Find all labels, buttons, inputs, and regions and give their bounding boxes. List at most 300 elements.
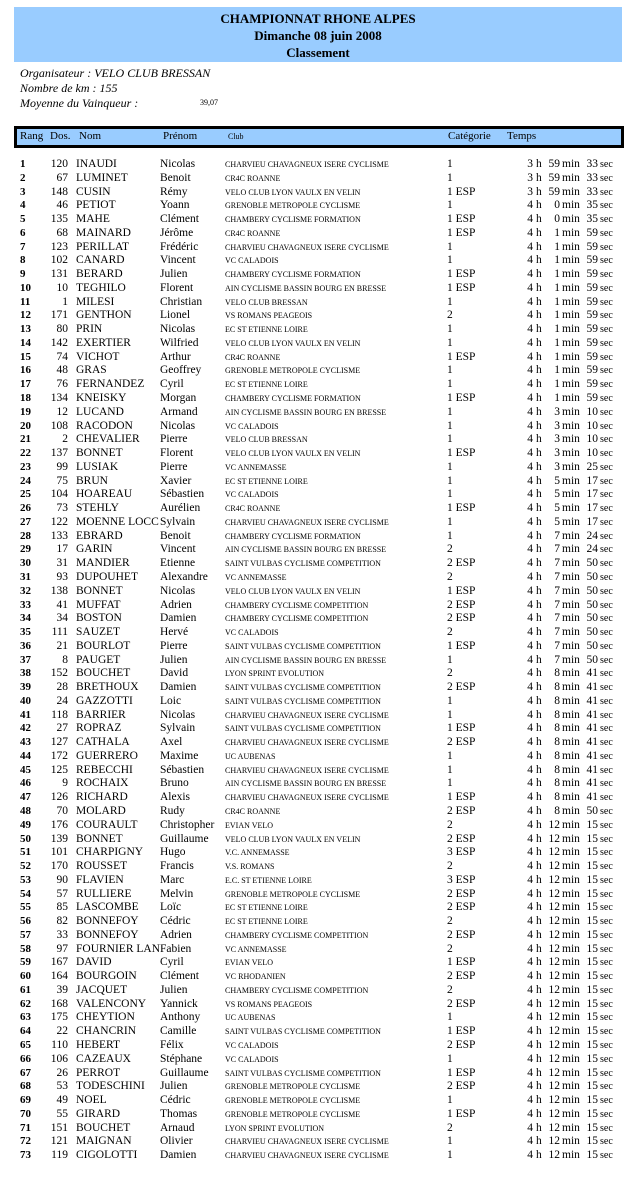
distance-info: Nombre de km : 155 (20, 81, 118, 95)
minutes-unit: min (562, 460, 580, 473)
bib-number: 118 (51, 708, 68, 721)
rank: 18 (20, 392, 31, 405)
first-name: Adrien (160, 598, 192, 611)
time-minutes: 12 (548, 970, 560, 983)
time-hours: 4 (527, 570, 533, 583)
table-row (0, 1080, 629, 1094)
table-row (0, 475, 629, 489)
time-hours: 4 (527, 364, 533, 377)
bib-number: 123 (50, 240, 68, 253)
rank: 48 (20, 804, 31, 817)
rank: 52 (20, 860, 31, 873)
club: VELO CLUB LYON VAULX EN VELIN (225, 338, 361, 348)
seconds-unit: sec (600, 448, 613, 460)
minutes-unit: min (562, 323, 580, 336)
time-hours: 4 (527, 199, 533, 212)
hours-unit: h (536, 612, 542, 625)
table-row (0, 337, 629, 351)
time-seconds: 33 (586, 158, 598, 170)
hours-unit: h (536, 378, 542, 391)
seconds-unit: sec (600, 571, 613, 583)
first-name: Sylvain (160, 722, 196, 735)
rank: 28 (20, 529, 31, 542)
table-row (0, 585, 629, 599)
table-row (0, 241, 629, 255)
bib-number: 9 (62, 777, 68, 790)
hours-unit: h (536, 213, 542, 226)
table-row (0, 186, 629, 200)
minutes-unit: min (562, 213, 580, 226)
time-seconds: 15 (586, 1149, 598, 1162)
hours-unit: h (536, 543, 542, 556)
club: SAINT VULBAS CYCLISME COMPETITION (225, 683, 381, 693)
time-seconds: 41 (586, 681, 598, 694)
last-name: GARIN (76, 543, 113, 556)
last-name: MANDIER (76, 557, 130, 570)
last-name: GENTHON (76, 309, 132, 322)
first-name: Yoann (160, 199, 190, 212)
first-name: Etienne (160, 557, 196, 570)
category: 2 ESP (447, 736, 476, 749)
rank: 29 (20, 543, 31, 556)
first-name: Frédéric (160, 240, 199, 253)
rank: 42 (20, 722, 31, 735)
bib-number: 76 (56, 378, 68, 391)
time-minutes: 12 (548, 1094, 560, 1107)
time-seconds: 15 (586, 846, 598, 859)
time-minutes: 8 (554, 804, 560, 817)
time-minutes: 12 (548, 1080, 560, 1093)
last-name: MAIGNAN (76, 1135, 132, 1148)
club: GRENOBLE METROPOLE CYCLISME (225, 1082, 361, 1092)
first-name: Anthony (160, 1011, 201, 1024)
time-seconds: 33 (586, 171, 598, 184)
first-name: Maxime (160, 749, 199, 762)
hours-unit: h (536, 529, 542, 542)
category: 2 ESP (447, 1039, 476, 1051)
hours-unit: h (536, 653, 542, 666)
hours-unit: h (536, 570, 542, 583)
first-name: Damien (160, 681, 197, 694)
table-row (0, 420, 629, 434)
time-seconds: 50 (586, 626, 598, 639)
table-row (0, 626, 629, 640)
time-seconds: 50 (586, 557, 598, 570)
time-seconds: 59 (586, 323, 598, 336)
club: CHAMBERY CYCLISME FORMATION (225, 394, 361, 404)
time-minutes: 8 (554, 667, 560, 680)
time-seconds: 50 (586, 584, 598, 597)
rank: 39 (20, 681, 31, 694)
rank: 63 (20, 1011, 31, 1024)
category: 1 ESP (447, 281, 476, 294)
table-row (0, 571, 629, 585)
minutes-unit: min (562, 846, 580, 859)
last-name: BRUN (76, 474, 108, 487)
rank: 9 (20, 268, 26, 281)
category: 2 (447, 626, 453, 639)
table-row (0, 929, 629, 943)
bib-number: 31 (56, 557, 68, 570)
time-minutes: 1 (554, 378, 560, 391)
time-minutes: 12 (548, 1066, 560, 1079)
time-minutes: 5 (554, 515, 560, 528)
last-name: MILESI (76, 295, 115, 308)
last-name: JACQUET (76, 983, 128, 996)
hours-unit: h (536, 447, 542, 460)
club: EVIAN VELO (225, 820, 274, 830)
category: 1 (447, 171, 453, 184)
first-name: Camille (160, 1025, 197, 1038)
hours-unit: h (536, 791, 542, 804)
time-hours: 4 (527, 942, 533, 955)
club: AIN CYCLISME BASSIN BOURG EN BRESSE (225, 407, 387, 417)
document-subtitle: Classement (286, 45, 350, 60)
club: EC ST ETIENNE LOIRE (225, 476, 308, 486)
time-hours: 4 (527, 1094, 533, 1107)
seconds-unit: sec (600, 1095, 613, 1107)
first-name: Armand (160, 405, 198, 418)
table-row (0, 970, 629, 984)
rank: 13 (20, 323, 31, 336)
last-name: VALENCONY (76, 997, 147, 1010)
time-minutes: 12 (548, 1107, 560, 1120)
minutes-unit: min (562, 901, 580, 914)
time-seconds: 59 (586, 240, 598, 253)
minutes-unit: min (562, 942, 580, 955)
last-name: LUCAND (76, 405, 124, 418)
last-name: GRAS (76, 364, 107, 377)
table-row (0, 901, 629, 915)
time-hours: 4 (527, 928, 533, 941)
minutes-unit: min (562, 956, 580, 969)
table-row (0, 1067, 629, 1081)
hours-unit: h (536, 694, 542, 707)
club: VC CALADOIS (225, 1054, 279, 1064)
bib-number: 27 (56, 722, 68, 735)
hours-unit: h (536, 681, 542, 694)
time-minutes: 1 (554, 268, 560, 281)
first-name: Rémy (160, 185, 188, 198)
time-hours: 4 (527, 901, 533, 914)
club: VS ROMANS PEAGEOIS (225, 311, 313, 321)
time-seconds: 24 (586, 543, 598, 556)
club: VC CALADOIS (225, 256, 279, 266)
last-name: HOAREAU (76, 488, 133, 501)
time-minutes: 12 (548, 1149, 560, 1162)
time-hours: 4 (527, 1066, 533, 1079)
seconds-unit: sec (600, 530, 613, 542)
first-name: Arnaud (160, 1121, 195, 1134)
minutes-unit: min (562, 584, 580, 597)
table-row (0, 172, 629, 186)
rank: 25 (20, 488, 31, 501)
time-minutes: 7 (554, 584, 560, 597)
time-hours: 4 (527, 254, 533, 267)
bib-number: 176 (50, 818, 68, 831)
bib-number: 90 (56, 873, 68, 886)
time-hours: 4 (527, 708, 533, 721)
first-name: Guillaume (160, 1066, 209, 1079)
club: CHAMBERY CYCLISME FORMATION (225, 531, 361, 541)
category: 1 (447, 1135, 453, 1148)
rank: 24 (20, 474, 31, 487)
seconds-unit: sec (600, 365, 613, 377)
time-hours: 4 (527, 873, 533, 886)
first-name: Hervé (160, 626, 189, 639)
minutes-unit: min (562, 419, 580, 432)
time-hours: 4 (527, 488, 533, 501)
category: 1 (447, 460, 453, 473)
category: 1 (447, 158, 453, 170)
time-minutes: 8 (554, 749, 560, 762)
time-seconds: 17 (586, 474, 598, 487)
table-row (0, 227, 629, 241)
last-name: PAUGET (76, 653, 121, 666)
seconds-unit: sec (600, 957, 613, 969)
minutes-unit: min (562, 1107, 580, 1120)
time-seconds: 41 (586, 791, 598, 804)
table-row (0, 199, 629, 213)
minutes-unit: min (562, 570, 580, 583)
rank: 66 (20, 1052, 31, 1065)
hours-unit: h (536, 1121, 542, 1134)
seconds-unit: sec (600, 255, 613, 267)
time-hours: 4 (527, 226, 533, 239)
first-name: Nicolas (160, 323, 196, 336)
table-row (0, 681, 629, 695)
time-minutes: 12 (548, 1135, 560, 1148)
rank: 19 (20, 405, 31, 418)
minutes-unit: min (562, 1135, 580, 1148)
rank: 44 (20, 749, 31, 762)
first-name: David (160, 667, 189, 680)
bib-number: 119 (51, 1149, 68, 1162)
time-hours: 4 (527, 598, 533, 611)
table-row (0, 254, 629, 268)
time-minutes: 7 (554, 529, 560, 542)
time-seconds: 15 (586, 1094, 598, 1107)
seconds-unit: sec (600, 971, 613, 983)
club: AIN CYCLISME BASSIN BOURG EN BRESSE (225, 283, 387, 293)
rank: 35 (20, 626, 31, 639)
club: EVIAN VELO (225, 958, 274, 968)
category: 2 ESP (447, 557, 476, 570)
first-name: Nicolas (160, 584, 196, 597)
time-seconds: 17 (586, 502, 598, 515)
bib-number: 22 (56, 1025, 68, 1038)
table-row (0, 791, 629, 805)
category: 1 (447, 1094, 453, 1107)
time-seconds: 15 (586, 1135, 598, 1148)
time-seconds: 15 (586, 956, 598, 969)
first-name: Florent (160, 447, 194, 460)
hours-unit: h (536, 887, 542, 900)
time-minutes: 1 (554, 226, 560, 239)
bib-number: 172 (50, 749, 68, 762)
time-seconds: 50 (586, 653, 598, 666)
rank: 53 (20, 873, 31, 886)
rank: 37 (20, 653, 31, 666)
table-row (0, 557, 629, 571)
time-minutes: 7 (554, 598, 560, 611)
seconds-unit: sec (600, 874, 613, 886)
minutes-unit: min (562, 502, 580, 515)
bib-number: 21 (56, 639, 68, 652)
bib-number: 126 (50, 791, 68, 804)
category: 2 ESP (447, 970, 476, 983)
table-row (0, 846, 629, 860)
time-hours: 4 (527, 529, 533, 542)
table-row (0, 805, 629, 819)
rank: 49 (20, 818, 31, 831)
bib-number: 1 (62, 295, 68, 308)
first-name: Damien (160, 612, 197, 625)
club: VC ANNEMASSE (225, 572, 287, 582)
seconds-unit: sec (600, 461, 613, 473)
category: 2 ESP (447, 804, 476, 817)
time-minutes: 8 (554, 791, 560, 804)
rank: 70 (20, 1107, 31, 1120)
table-row (0, 612, 629, 626)
minutes-unit: min (562, 295, 580, 308)
time-hours: 4 (527, 1149, 533, 1162)
last-name: CUSIN (76, 185, 111, 198)
category: 1 (447, 708, 453, 721)
category: 2 (447, 860, 453, 873)
last-name: COURAULT (76, 818, 138, 831)
seconds-unit: sec (600, 833, 613, 845)
category: 1 (447, 364, 453, 377)
table-row (0, 943, 629, 957)
rank: 17 (20, 378, 31, 391)
table-row (0, 874, 629, 888)
time-hours: 4 (527, 791, 533, 804)
last-name: MUFFAT (76, 598, 121, 611)
first-name: Cyril (160, 378, 184, 391)
rank: 50 (20, 832, 31, 845)
hours-unit: h (536, 873, 542, 886)
first-name: Adrien (160, 928, 192, 941)
club: V.S. ROMANS (225, 862, 275, 872)
hours-unit: h (536, 392, 542, 405)
time-hours: 4 (527, 694, 533, 707)
minutes-unit: min (562, 983, 580, 996)
first-name: Damien (160, 1149, 197, 1162)
first-name: Nicolas (160, 708, 196, 721)
hours-unit: h (536, 983, 542, 996)
club: CHARVIEU CHAVAGNEUX ISERE CYCLISME (225, 765, 389, 775)
minutes-unit: min (562, 626, 580, 639)
winner-average-value: 39,07 (200, 98, 218, 107)
hours-unit: h (536, 584, 542, 597)
seconds-unit: sec (600, 695, 613, 707)
time-seconds: 50 (586, 598, 598, 611)
first-name: Benoit (160, 171, 191, 184)
time-minutes: 59 (548, 171, 560, 184)
seconds-unit: sec (600, 214, 613, 226)
club: CHARVIEU CHAVAGNEUX ISERE CYCLISME (225, 710, 389, 720)
category: 2 ESP (447, 681, 476, 694)
first-name: Guillaume (160, 832, 209, 845)
table-row (0, 378, 629, 392)
time-hours: 4 (527, 956, 533, 969)
time-seconds: 41 (586, 777, 598, 790)
minutes-unit: min (562, 240, 580, 253)
minutes-unit: min (562, 887, 580, 900)
bib-number: 133 (50, 529, 68, 542)
time-hours: 4 (527, 804, 533, 817)
first-name: Bruno (160, 777, 189, 790)
first-name: Sébastien (160, 488, 205, 501)
hours-unit: h (536, 722, 542, 735)
category: 1 (447, 474, 453, 487)
last-name: MOLARD (76, 804, 126, 817)
seconds-unit: sec (600, 393, 613, 405)
bib-number: 110 (51, 1039, 68, 1051)
seconds-unit: sec (600, 640, 613, 652)
minutes-unit: min (562, 653, 580, 666)
seconds-unit: sec (600, 723, 613, 735)
time-hours: 4 (527, 240, 533, 253)
time-minutes: 1 (554, 392, 560, 405)
minutes-unit: min (562, 1025, 580, 1038)
seconds-unit: sec (600, 1136, 613, 1148)
last-name: TODESCHINI (76, 1080, 145, 1093)
hours-unit: h (536, 1094, 542, 1107)
first-name: Vincent (160, 254, 196, 267)
last-name: NOEL (76, 1094, 107, 1107)
time-seconds: 59 (586, 226, 598, 239)
rank: 68 (20, 1080, 31, 1093)
time-hours: 4 (527, 1121, 533, 1134)
time-seconds: 15 (586, 901, 598, 914)
time-seconds: 59 (586, 254, 598, 267)
bib-number: 121 (50, 1135, 68, 1148)
time-seconds: 41 (586, 667, 598, 680)
time-hours: 4 (527, 447, 533, 460)
seconds-unit: sec (600, 1040, 613, 1051)
hours-unit: h (536, 997, 542, 1010)
category: 1 (447, 653, 453, 666)
club: VELO CLUB BRESSAN (225, 297, 308, 307)
time-hours: 4 (527, 268, 533, 281)
time-minutes: 8 (554, 722, 560, 735)
time-minutes: 0 (554, 199, 560, 212)
hours-unit: h (536, 1080, 542, 1093)
time-minutes: 1 (554, 364, 560, 377)
category: 1 ESP (447, 956, 476, 969)
hours-unit: h (536, 763, 542, 776)
hours-unit: h (536, 350, 542, 363)
minutes-unit: min (562, 268, 580, 281)
time-seconds: 50 (586, 570, 598, 583)
club: VC ANNEMASSE (225, 944, 287, 954)
bib-number: 26 (56, 1066, 68, 1079)
first-name: Julien (160, 1080, 188, 1093)
time-hours: 4 (527, 1039, 533, 1051)
first-name: Loic (160, 694, 182, 707)
bib-number: 99 (56, 460, 68, 473)
hours-unit: h (536, 970, 542, 983)
last-name: LASCOMBE (76, 901, 139, 914)
table-row (0, 984, 629, 998)
time-seconds: 33 (586, 185, 598, 198)
seconds-unit: sec (600, 613, 613, 625)
time-seconds: 50 (586, 804, 598, 817)
last-name: BOURLOT (76, 639, 131, 652)
rank: 26 (20, 502, 31, 515)
